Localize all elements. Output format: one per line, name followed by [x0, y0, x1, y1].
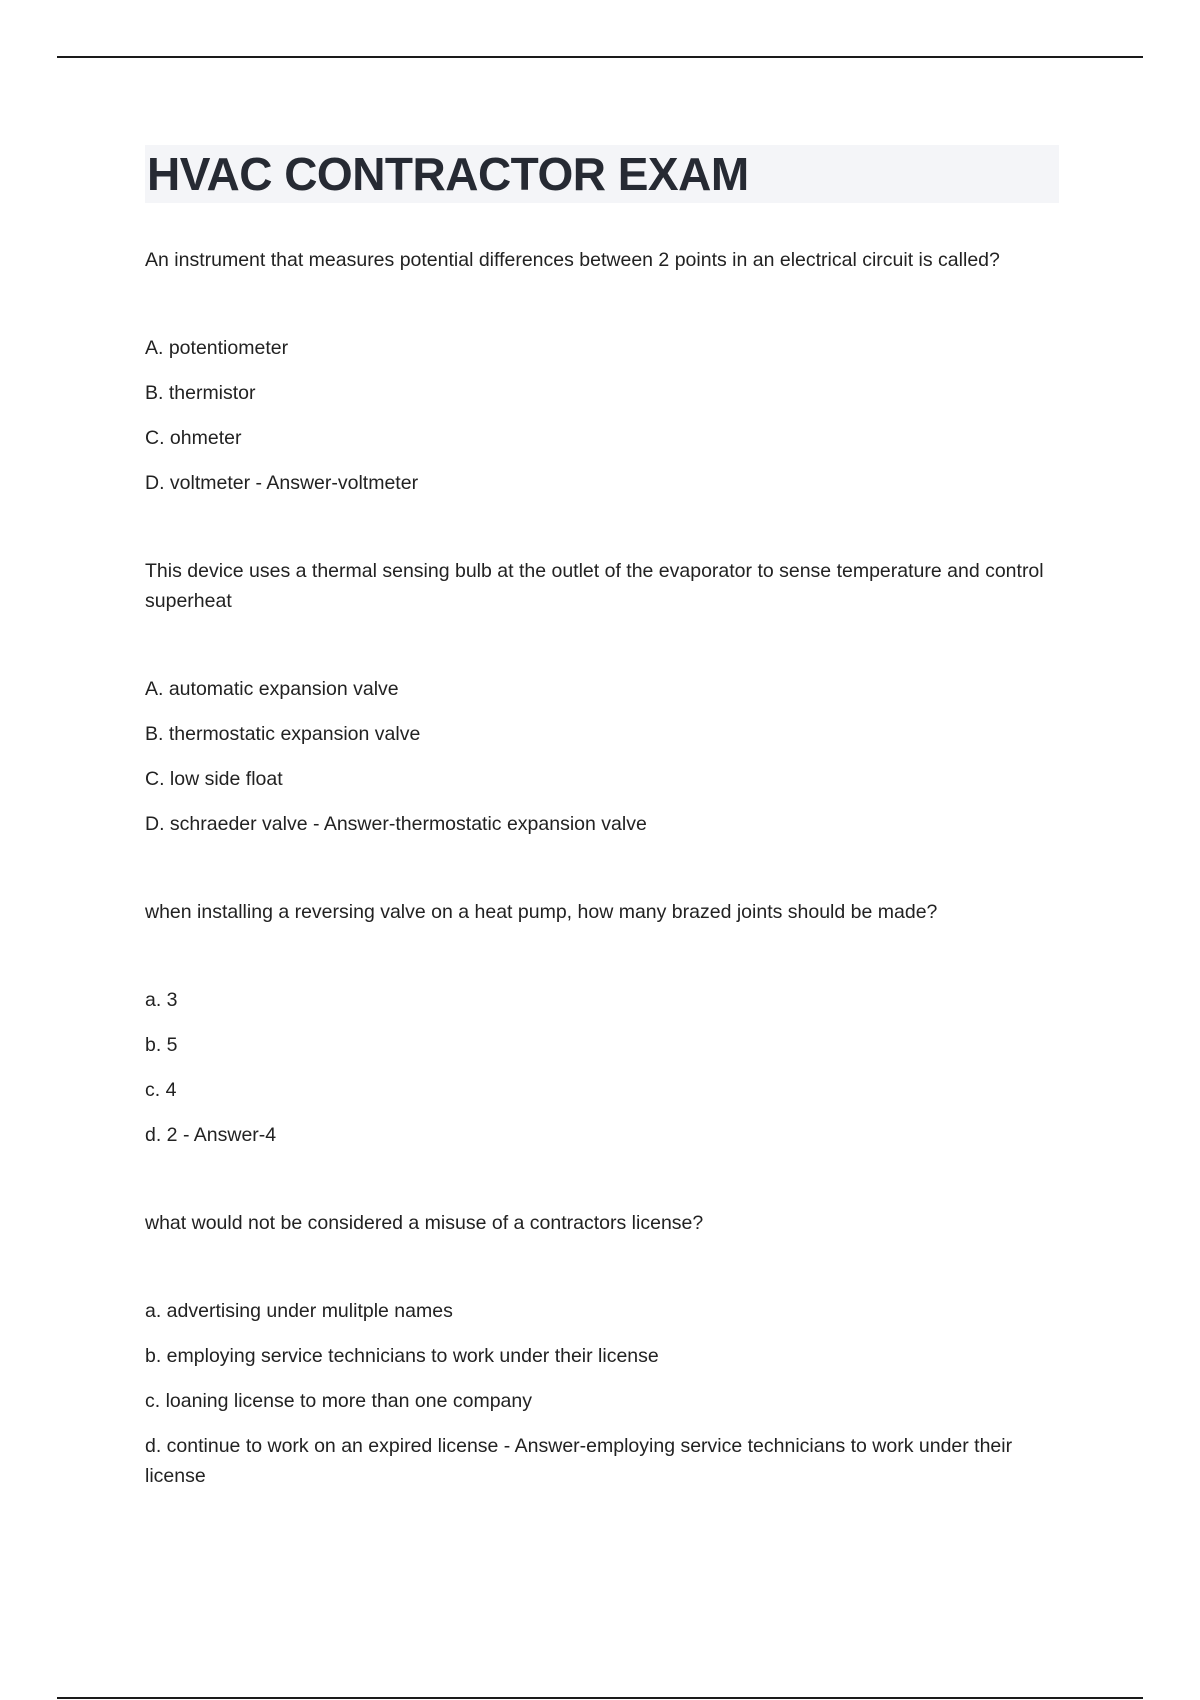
question-text: This device uses a thermal sensing bulb at the outlet of the evaporator to sense temperature and control superheat [145, 560, 1044, 612]
question-block [145, 556, 1059, 839]
option-item: c. 4 [145, 1079, 177, 1101]
option-item: B. thermostatic expansion valve [145, 723, 421, 745]
question-block [145, 897, 1059, 1150]
option-list [145, 1296, 1059, 1491]
option-item-with-answer: d. continue to work on an expired license - Answer-employing service technicians to work under their license [145, 1435, 1013, 1487]
document-body [145, 145, 1059, 1491]
question-block [145, 1208, 1059, 1491]
question-block [145, 245, 1059, 498]
option-list [145, 333, 1059, 498]
option-item: a. advertising under mulitple names [145, 1300, 453, 1322]
option-item: c. loaning license to more than one company [145, 1390, 532, 1412]
option-item: B. thermistor [145, 382, 256, 404]
option-list [145, 674, 1059, 839]
option-list [145, 985, 1059, 1150]
option-item: b. employing service technicians to work under their license [145, 1345, 659, 1367]
bottom-divider [57, 1697, 1143, 1699]
question-text: An instrument that measures potential differences between 2 points in an electrical circuit is called? [145, 249, 1000, 271]
option-item: A. automatic expansion valve [145, 678, 399, 700]
question-text: what would not be considered a misuse of a contractors license? [145, 1212, 704, 1234]
page-title: HVAC CONTRACTOR EXAM [147, 148, 749, 200]
option-item-with-answer: D. schraeder valve - Answer-thermostatic expansion valve [145, 813, 647, 835]
top-divider [57, 56, 1143, 58]
title-banner [145, 145, 1059, 203]
question-text: when installing a reversing valve on a heat pump, how many brazed joints should be made? [145, 901, 938, 923]
option-item: A. potentiometer [145, 337, 289, 359]
option-item: C. ohmeter [145, 427, 242, 449]
option-item: a. 3 [145, 989, 178, 1011]
option-item-with-answer: D. voltmeter - Answer-voltmeter [145, 472, 419, 494]
option-item-with-answer: d. 2 - Answer-4 [145, 1124, 277, 1146]
option-item: b. 5 [145, 1034, 178, 1056]
option-item: C. low side float [145, 768, 283, 790]
